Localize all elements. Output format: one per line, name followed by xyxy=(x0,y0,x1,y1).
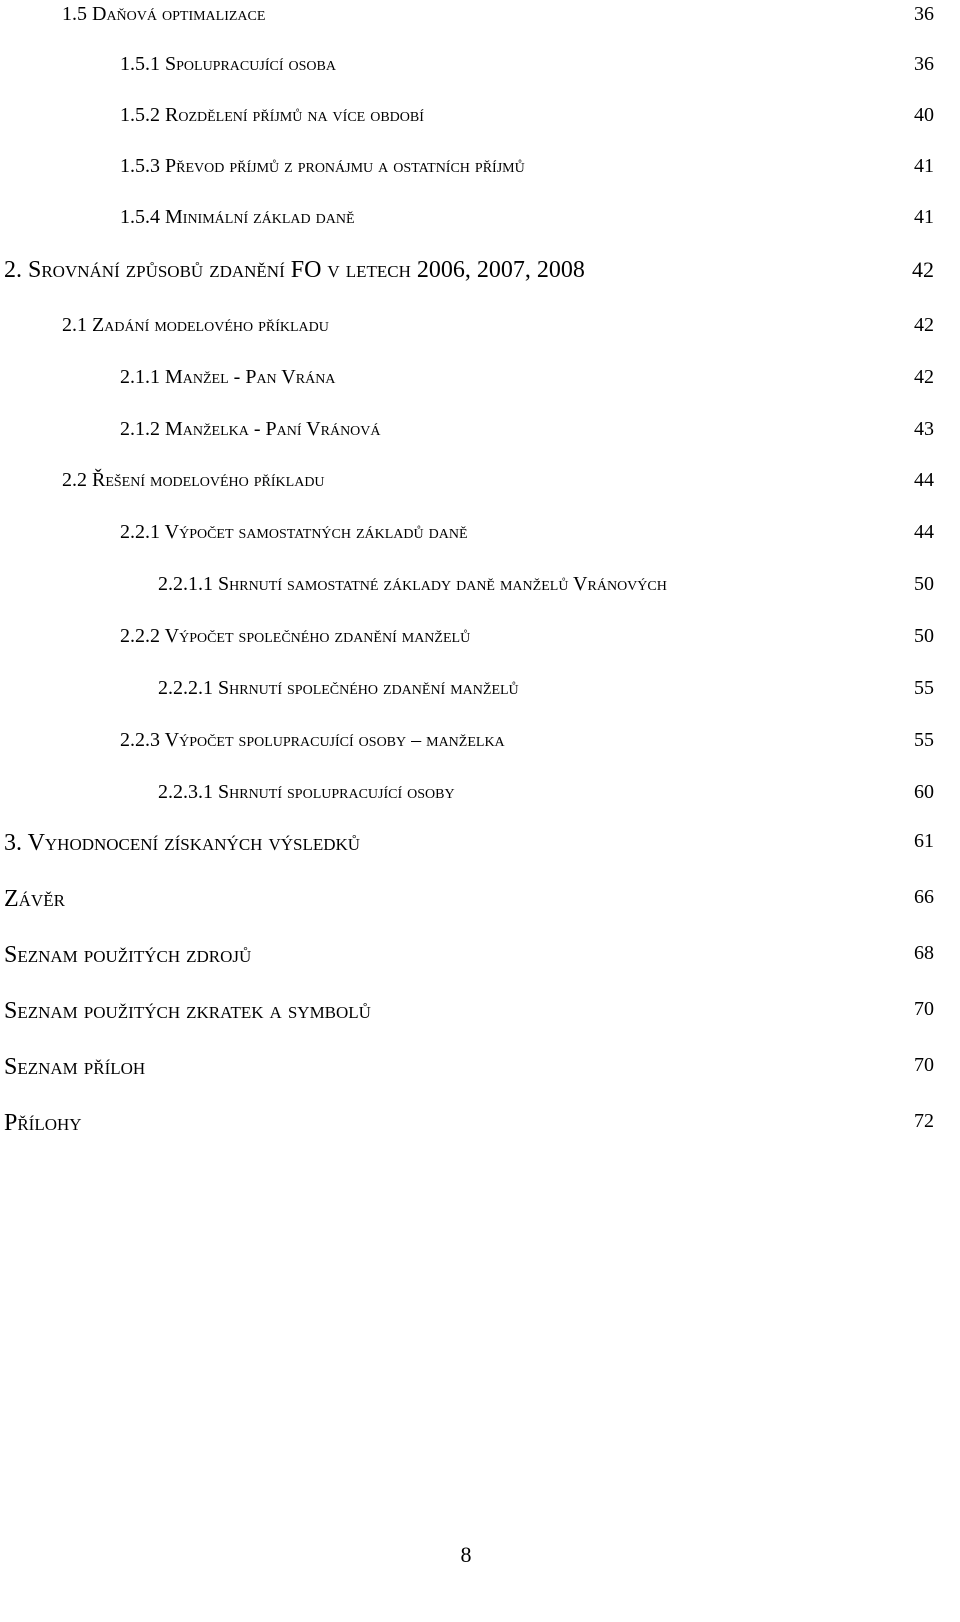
toc-entry-seznam-priloh[interactable] xyxy=(0,1054,960,1094)
toc-entry-page: 43 xyxy=(914,418,934,440)
toc-entry-2-2-1-1[interactable] xyxy=(0,573,960,613)
toc-entry-title: 3. Vyhodnocení získaných výsledků xyxy=(4,830,361,856)
toc-entry-1-5-3[interactable] xyxy=(0,155,960,195)
toc-entry-title: 1.5 Daňová optimalizace xyxy=(62,3,266,25)
toc-entry-title: Přílohy xyxy=(4,1110,82,1136)
toc-entry-page: 40 xyxy=(914,104,934,126)
toc-entry-2-1-2[interactable] xyxy=(0,418,960,458)
toc-entry-page: 36 xyxy=(914,53,934,75)
toc-entry-title: 1.5.4 Minimální základ daně xyxy=(120,206,355,228)
toc-entry-page: 50 xyxy=(914,573,934,595)
toc-entry-page: 55 xyxy=(914,729,934,751)
toc-entry-page: 42 xyxy=(914,314,934,336)
toc-entry-title: 2.2 Řešení modelového příkladu xyxy=(62,469,325,491)
toc-entry-2-1[interactable] xyxy=(0,314,960,354)
toc-entry-title: Závěr xyxy=(4,886,65,912)
toc-entry-zdroje[interactable] xyxy=(0,942,960,982)
toc-entry-title: 2.1.2 Manželka - Paní Vránová xyxy=(120,418,381,440)
toc-entry-2[interactable] xyxy=(0,257,960,297)
toc-entry-2-1-1[interactable] xyxy=(0,366,960,406)
toc-entry-page: 41 xyxy=(914,155,934,177)
toc-entry-page: 42 xyxy=(914,366,934,388)
toc-entry-2-2-2-1[interactable] xyxy=(0,677,960,717)
page-number: 8 xyxy=(460,1542,472,1567)
toc-entry-page: 72 xyxy=(914,1110,934,1132)
toc-entry-1-5[interactable] xyxy=(0,3,960,43)
toc-entry-2-2-3[interactable] xyxy=(0,729,960,769)
toc-entry-page: 61 xyxy=(914,830,934,852)
toc-entry-title: 1.5.1 Spolupracující osoba xyxy=(120,53,336,75)
toc-entry-page: 70 xyxy=(914,1054,934,1076)
toc-entry-title: 2.1.1 Manžel - Pan Vrána xyxy=(120,366,336,388)
toc-entry-title: 2.2.3 Výpočet spolupracující osoby – manželka xyxy=(120,729,505,751)
toc-entry-page: 44 xyxy=(914,521,934,543)
toc-entry-title: 2.2.2.1 Shrnutí společného zdanění manželů xyxy=(158,677,519,699)
toc-entry-1-5-1[interactable] xyxy=(0,53,960,93)
toc-entry-1-5-2[interactable] xyxy=(0,104,960,144)
toc-entry-page: 44 xyxy=(914,469,934,491)
toc-entry-title: 2.2.1.1 Shrnutí samostatné základy daně manželů Vránových xyxy=(158,573,667,595)
toc-entry-page: 66 xyxy=(914,886,934,908)
toc-entry-page: 36 xyxy=(914,3,934,25)
toc-entry-page: 41 xyxy=(914,206,934,228)
toc-entry-title: Seznam použitých zdrojů xyxy=(4,942,252,968)
toc-entry-2-2-2[interactable] xyxy=(0,625,960,665)
toc-entry-page: 68 xyxy=(914,942,934,964)
toc-entry-1-5-4[interactable] xyxy=(0,206,960,246)
toc-entry-page: 70 xyxy=(914,998,934,1020)
toc-entry-title: Seznam použitých zkratek a symbolů xyxy=(4,998,371,1024)
toc-entry-zkratky[interactable] xyxy=(0,998,960,1038)
toc-entry-2-2-1[interactable] xyxy=(0,521,960,561)
toc-entry-title: 2.1 Zadání modelového příkladu xyxy=(62,314,329,336)
toc-entry-page: 42 xyxy=(912,257,934,282)
toc-entry-2-2-3-1[interactable] xyxy=(0,781,960,821)
toc-entry-page: 50 xyxy=(914,625,934,647)
toc-entry-3[interactable] xyxy=(0,830,960,870)
toc-entry-title: 2. Srovnání způsobů zdanění FO v letech 2006, 2007, 2008 xyxy=(4,257,585,283)
toc-entry-page: 55 xyxy=(914,677,934,699)
toc-entry-title: 1.5.2 Rozdělení příjmů na více období xyxy=(120,104,424,126)
toc-entry-title: 2.2.2 Výpočet společného zdanění manželů xyxy=(120,625,471,647)
toc-entry-title: 2.2.1 Výpočet samostatných základů daně xyxy=(120,521,468,543)
toc-entry-prilohy[interactable] xyxy=(0,1110,960,1150)
toc-entry-title: Seznam příloh xyxy=(4,1054,146,1080)
toc-entry-title: 1.5.3 Převod příjmů z pronájmu a ostatních příjmů xyxy=(120,155,525,177)
toc-entry-2-2[interactable] xyxy=(0,469,960,509)
toc-entry-zaver[interactable] xyxy=(0,886,960,926)
toc-entry-title: 2.2.3.1 Shrnutí spolupracující osoby xyxy=(158,781,455,803)
toc-entry-page: 60 xyxy=(914,781,934,803)
